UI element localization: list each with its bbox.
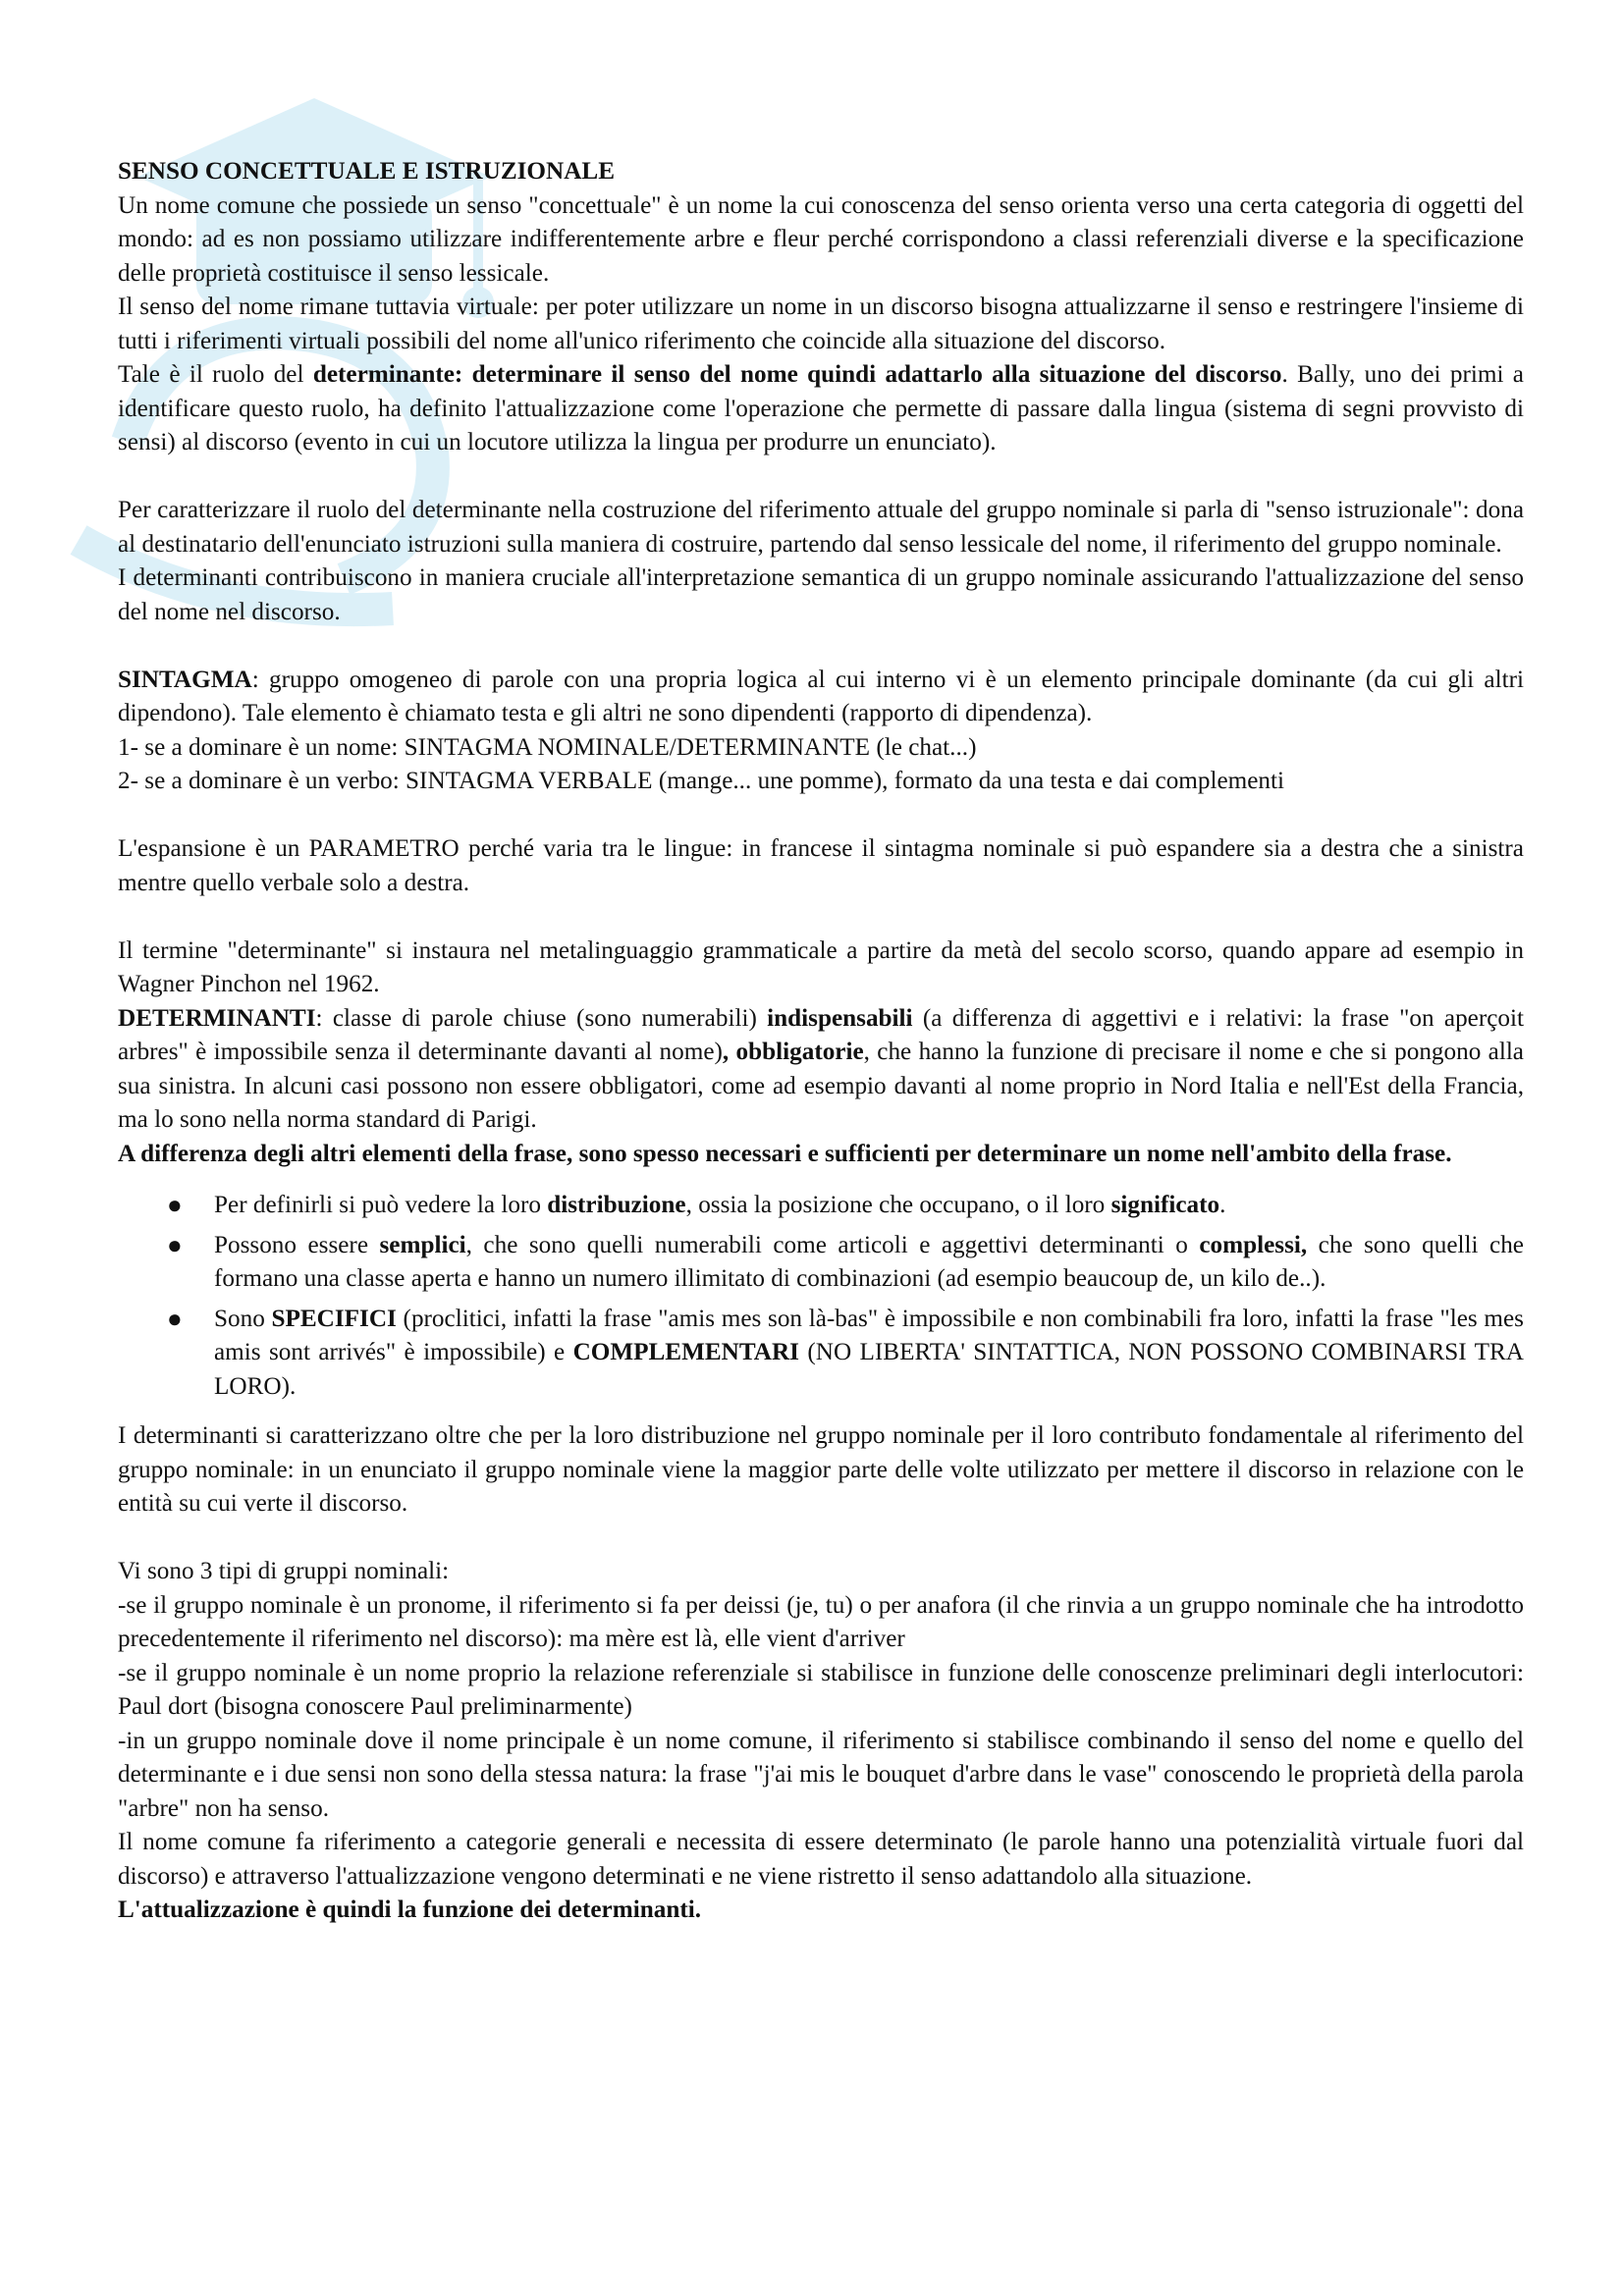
paragraph-tipi-gruppi: Vi sono 3 tipi di gruppi nominali:: [118, 1558, 450, 1584]
paragraph-pronome: -se il gruppo nominale è un pronome, il riferimento si fa per deissi (je, tu) o per anafora (il che rinvia a un gruppo nominale che ha introdotto precedentemente il riferimento nel discorso): ma mère est là, elle vient d'arriver: [118, 1591, 1524, 1652]
paragraph-ruolo-determinante: Tale è il ruolo del determinante: determinare il senso del nome quindi adattarlo alla situazione del discorso. Bally, uno dei primi a identificare questo ruolo, ha definito l'attualizzazione come l'operazione che permette di passare dalla lingua (sistema di segni provvisto di sensi) al discorso (evento in cui un locutore utilizza la lingua per produrre un enunciato).: [118, 361, 1524, 455]
paragraph-determinanti-contribuiscono: I determinanti contribuiscono in maniera cruciale all'interpretazione semantica di un gruppo nominale assicurando l'attualizzazione del senso del nome nel discorso.: [118, 564, 1524, 625]
paragraph-senso-istruzionale: Per caratterizzare il ruolo del determinante nella costruzione del riferimento attuale del gruppo nominale si parla di "senso istruzionale": dona al destinatario dell'enunciato istruzioni sulla maniera di costruire, partendo dal senso lessicale del nome, il riferimento del gruppo nominale.: [118, 497, 1524, 558]
paragraph-determinanti-definizione: DETERMINANTI: classe di parole chiuse (sono numerabili) indispensabili (a differenza di aggettivi e i relativi: la frase "on aperçoit arbres" è impossibile senza il determinante davanti al nome), obbligatorie, che hanno la funzione di precisare il nome e che si pongono alla sua sinistra. In alcuni casi possono non essere obbligatori, come ad esempio davanti al nome proprio in Nord Italia e nell'Est della Francia, ma lo sono nella norma standard di Parigi.: [118, 1004, 1524, 1133]
paragraph-nome-proprio: -se il gruppo nominale è un nome proprio la relazione referenziale si stabilisce in funzione delle conoscenze preliminari degli interlocutori: Paul dort (bisogna conoscere Paul preliminarmente): [118, 1659, 1524, 1720]
paragraph-conclusione: L'attualizzazione è quindi la funzione dei determinanti.: [118, 1896, 702, 1923]
bullet-icon: ●: [167, 1230, 183, 1259]
list-line-sintagma-verbale: 2- se a dominare è un verbo: SINTAGMA VERBALE (mange... une pomme), formato da una testa e dai complementi: [118, 768, 1285, 794]
bullet-icon: ●: [167, 1191, 183, 1219]
document-body: [118, 155, 1524, 1928]
list-item: ● Sono SPECIFICI (proclitici, infatti la frase "amis mes son là-bas" è impossibile e non combinabili fra loro, infatti la frase "les mes amis sont arrivés" è impossibile) e COMPLEMENTARI (NO LIBERTA' SINTATTICA, NON POSSONO COMBINARSI TRA LORO).: [167, 1304, 1524, 1400]
paragraph-senso-concettuale: Un nome comune che possiede un senso "concettuale" è un nome la cui conoscenza del senso orienta verso una certa categoria di oggetti del mondo: ad es non possiamo utilizzare indifferentemente arbre e fleur perché corrispondono a classi referenziali diverse e la specificazione delle proprietà costituisce il senso lessicale.: [118, 191, 1524, 287]
paragraph-caratterizzano: I determinanti si caratterizzano oltre che per la loro distribuzione nel gruppo nominale per il loro contributo fondamentale al riferimento del gruppo nominale: in un enunciato il gruppo nominale viene la maggior parte delle volte utilizzato per mettere il discorso in relazione con le entità su cui verte il discorso.: [118, 1422, 1524, 1517]
paragraph-senso-virtuale: Il senso del nome rimane tuttavia virtuale: per poter utilizzare un nome in un discorso bisogna attualizzarne il senso e restringere l'insieme di tutti i riferimenti virtuali possibili del nome all'unico riferimento che coincide alla situazione del discorso.: [118, 294, 1524, 354]
paragraph-nome-comune: -in un gruppo nominale dove il nome principale è un nome comune, il riferimento si stabilisce combinando il senso del nome e quello del determinante e i due sensi non sono della stessa natura: la frase "j'ai mis le bouquet d'arbre dans le vase" conoscendo le proprietà della parola "arbre" non ha senso.: [118, 1727, 1524, 1822]
bullet-icon: ●: [167, 1304, 183, 1333]
paragraph-sintagma: SINTAGMA: gruppo omogeneo di parole con una propria logica al cui interno vi è un elemento principale dominante (da cui gli altri dipendono). Tale elemento è chiamato testa e gli altri ne sono dipendenti (rapporto di dipendenza).: [118, 666, 1524, 726]
paragraph-termine-determinante: Il termine "determinante" si instaura nel metalinguaggio grammaticale a partire da metà del secolo scorso, quando appare ad esempio in Wagner Pinchon nel 1962.: [118, 936, 1524, 997]
bullet-list: [118, 1189, 1524, 1404]
paragraph-categorie-generali: Il nome comune fa riferimento a categorie generali e necessita di essere determinato (le parole hanno una potenzialità virtuale fuori dal discorso) e attraverso l'attualizzazione vengono determinati e ne viene ristretto il senso adattandolo alla situazione.: [118, 1829, 1524, 1890]
section-heading: SENSO CONCETTUALE E ISTRUZIONALE: [118, 158, 615, 185]
paragraph-espansione: L'espansione è un PARAMETRO perché varia tra le lingue: in francese il sintagma nominale si può espandere sia a destra che a sinistra mentre quello verbale solo a destra.: [118, 835, 1524, 896]
list-line-sintagma-nominale: 1- se a dominare è un nome: SINTAGMA NOMINALE/DETERMINANTE (le chat...): [118, 733, 977, 761]
paragraph-bold-statement: A differenza degli altri elementi della frase, sono spesso necessari e sufficienti per determinare un nome nell'ambito della frase.: [118, 1140, 1452, 1167]
list-item: ● Possono essere semplici, che sono quelli numerabili come articoli e aggettivi determinanti o complessi, che sono quelli che formano una classe aperta e hanno un numero illimitato di combinazioni (ad esempio beaucoup de, un kilo de..).: [167, 1230, 1524, 1292]
list-item: ● Per definirli si può vedere la loro distribuzione, ossia la posizione che occupano, o il loro significato.: [214, 1189, 1524, 1223]
